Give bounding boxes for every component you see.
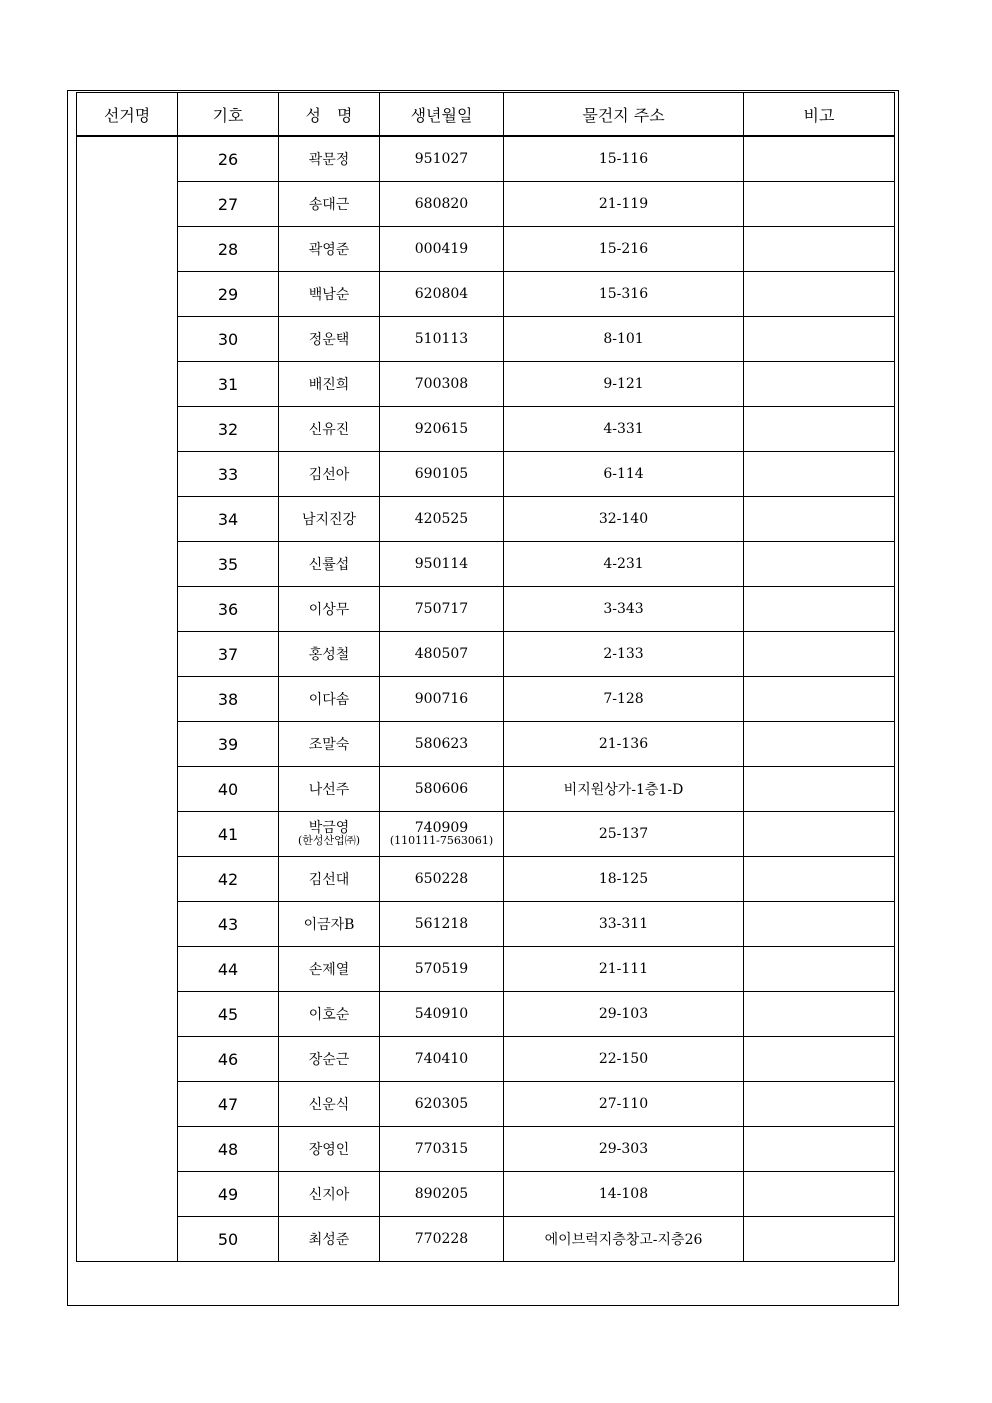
name-cell bbox=[279, 812, 380, 857]
birth-cell: 770228 bbox=[380, 1217, 504, 1262]
table-row bbox=[77, 947, 895, 992]
number-cell: 35 bbox=[178, 542, 279, 587]
note-cell bbox=[744, 182, 895, 227]
name-cell: 김선아 bbox=[279, 452, 380, 497]
number-cell: 36 bbox=[178, 587, 279, 632]
table-row bbox=[77, 587, 895, 632]
birth-cell: 570519 bbox=[380, 947, 504, 992]
address-cell: 15-316 bbox=[504, 272, 744, 317]
name-cell: 백남순 bbox=[279, 272, 380, 317]
note-cell bbox=[744, 722, 895, 767]
number-cell: 27 bbox=[178, 182, 279, 227]
name-cell: 김선대 bbox=[279, 857, 380, 902]
name-cell: 신률섭 bbox=[279, 542, 380, 587]
note-cell bbox=[744, 136, 895, 182]
table-row bbox=[77, 812, 895, 857]
header-address: 물건지 주소 bbox=[504, 93, 744, 137]
note-cell bbox=[744, 857, 895, 902]
table-row bbox=[77, 542, 895, 587]
birth-cell: 510113 bbox=[380, 317, 504, 362]
birth-cell bbox=[380, 812, 504, 857]
address-cell: 33-311 bbox=[504, 902, 744, 947]
table-row bbox=[77, 182, 895, 227]
table-row bbox=[77, 272, 895, 317]
table-row bbox=[77, 407, 895, 452]
number-cell: 31 bbox=[178, 362, 279, 407]
note-cell bbox=[744, 632, 895, 677]
number-cell: 26 bbox=[178, 136, 279, 182]
name-cell: 이금자B bbox=[279, 902, 380, 947]
birth-cell: 620305 bbox=[380, 1082, 504, 1127]
table-row bbox=[77, 1172, 895, 1217]
address-cell: 27-110 bbox=[504, 1082, 744, 1127]
number-cell: 30 bbox=[178, 317, 279, 362]
header-birth: 생년월일 bbox=[380, 93, 504, 137]
birth-cell: 580623 bbox=[380, 722, 504, 767]
table-row bbox=[77, 1217, 895, 1262]
table-row bbox=[77, 362, 895, 407]
address-cell: 21-136 bbox=[504, 722, 744, 767]
table-row bbox=[77, 1082, 895, 1127]
number-cell: 48 bbox=[178, 1127, 279, 1172]
address-cell: 4-331 bbox=[504, 407, 744, 452]
table-row bbox=[77, 632, 895, 677]
number-cell: 44 bbox=[178, 947, 279, 992]
table-row bbox=[77, 1037, 895, 1082]
birth-cell: 920615 bbox=[380, 407, 504, 452]
table-row bbox=[77, 722, 895, 767]
number-cell: 46 bbox=[178, 1037, 279, 1082]
number-cell: 37 bbox=[178, 632, 279, 677]
address-cell: 21-111 bbox=[504, 947, 744, 992]
table-row bbox=[77, 857, 895, 902]
address-cell: 14-108 bbox=[504, 1172, 744, 1217]
note-cell bbox=[744, 497, 895, 542]
address-cell: 21-119 bbox=[504, 182, 744, 227]
address-cell: 4-231 bbox=[504, 542, 744, 587]
birth-cell: 561218 bbox=[380, 902, 504, 947]
number-cell: 40 bbox=[178, 767, 279, 812]
address-cell: 25-137 bbox=[504, 812, 744, 857]
note-cell bbox=[744, 407, 895, 452]
address-cell: 15-116 bbox=[504, 136, 744, 182]
address-cell: 8-101 bbox=[504, 317, 744, 362]
table-row bbox=[77, 992, 895, 1037]
number-cell: 49 bbox=[178, 1172, 279, 1217]
address-cell: 6-114 bbox=[504, 452, 744, 497]
birth-cell: 951027 bbox=[380, 136, 504, 182]
address-cell: 2-133 bbox=[504, 632, 744, 677]
table-row bbox=[77, 317, 895, 362]
name-cell: 손제열 bbox=[279, 947, 380, 992]
name-cell: 신지아 bbox=[279, 1172, 380, 1217]
note-cell bbox=[744, 1127, 895, 1172]
birth-cell: 740410 bbox=[380, 1037, 504, 1082]
name-cell: 조말숙 bbox=[279, 722, 380, 767]
name-company: (한성산업㈜) bbox=[297, 834, 361, 847]
name-cell: 곽문정 bbox=[279, 136, 380, 182]
note-cell bbox=[744, 542, 895, 587]
note-cell bbox=[744, 677, 895, 722]
birth-cell: 770315 bbox=[380, 1127, 504, 1172]
name-cell: 최성준 bbox=[279, 1217, 380, 1262]
birth-cell: 950114 bbox=[380, 542, 504, 587]
name-cell: 정운택 bbox=[279, 317, 380, 362]
header-name: 성 명 bbox=[279, 93, 380, 137]
table-row bbox=[77, 767, 895, 812]
note-cell bbox=[744, 317, 895, 362]
name-cell: 홍성철 bbox=[279, 632, 380, 677]
table-row bbox=[77, 497, 895, 542]
birth-cell: 650228 bbox=[380, 857, 504, 902]
number-cell: 45 bbox=[178, 992, 279, 1037]
table-row bbox=[77, 452, 895, 497]
address-cell: 7-128 bbox=[504, 677, 744, 722]
note-cell bbox=[744, 587, 895, 632]
number-cell: 42 bbox=[178, 857, 279, 902]
address-cell: 18-125 bbox=[504, 857, 744, 902]
table-row bbox=[77, 902, 895, 947]
birth-cell: 480507 bbox=[380, 632, 504, 677]
birth-cell: 890205 bbox=[380, 1172, 504, 1217]
birth-cell: 580606 bbox=[380, 767, 504, 812]
header-election: 선거명 bbox=[77, 93, 178, 137]
table-header-row bbox=[77, 93, 895, 137]
registration-number: (110111-7563061) bbox=[389, 834, 494, 847]
election-name-cell bbox=[77, 136, 178, 1262]
birth-primary: 740909 bbox=[414, 820, 469, 836]
address-cell: 32-140 bbox=[504, 497, 744, 542]
note-cell bbox=[744, 902, 895, 947]
note-cell bbox=[744, 1082, 895, 1127]
note-cell bbox=[744, 767, 895, 812]
name-cell: 장순근 bbox=[279, 1037, 380, 1082]
note-cell bbox=[744, 227, 895, 272]
birth-cell: 680820 bbox=[380, 182, 504, 227]
name-cell: 배진희 bbox=[279, 362, 380, 407]
name-cell: 남지진강 bbox=[279, 497, 380, 542]
address-cell: 비지원상가-1층1-D bbox=[504, 767, 744, 812]
birth-cell: 540910 bbox=[380, 992, 504, 1037]
number-cell: 29 bbox=[178, 272, 279, 317]
name-cell: 장영인 bbox=[279, 1127, 380, 1172]
name-cell: 이상무 bbox=[279, 587, 380, 632]
number-cell: 34 bbox=[178, 497, 279, 542]
birth-cell: 420525 bbox=[380, 497, 504, 542]
number-cell: 41 bbox=[178, 812, 279, 857]
address-cell: 22-150 bbox=[504, 1037, 744, 1082]
number-cell: 39 bbox=[178, 722, 279, 767]
birth-cell: 000419 bbox=[380, 227, 504, 272]
table-row bbox=[77, 1127, 895, 1172]
note-cell bbox=[744, 452, 895, 497]
name-cell: 신유진 bbox=[279, 407, 380, 452]
note-cell bbox=[744, 272, 895, 317]
header-note: 비고 bbox=[744, 93, 895, 137]
address-cell: 에이브럭지층창고-지층26 bbox=[504, 1217, 744, 1262]
birth-cell: 620804 bbox=[380, 272, 504, 317]
name-cell: 송대근 bbox=[279, 182, 380, 227]
number-cell: 38 bbox=[178, 677, 279, 722]
name-cell: 곽영준 bbox=[279, 227, 380, 272]
note-cell bbox=[744, 1037, 895, 1082]
birth-cell: 690105 bbox=[380, 452, 504, 497]
birth-cell: 750717 bbox=[380, 587, 504, 632]
table-row bbox=[77, 227, 895, 272]
address-cell: 29-103 bbox=[504, 992, 744, 1037]
number-cell: 33 bbox=[178, 452, 279, 497]
name-cell: 이호순 bbox=[279, 992, 380, 1037]
number-cell: 47 bbox=[178, 1082, 279, 1127]
name-primary: 박금영 bbox=[308, 820, 350, 836]
note-cell bbox=[744, 1172, 895, 1217]
note-cell bbox=[744, 947, 895, 992]
note-cell bbox=[744, 812, 895, 857]
address-cell: 15-216 bbox=[504, 227, 744, 272]
note-cell bbox=[744, 1217, 895, 1262]
note-cell bbox=[744, 362, 895, 407]
address-cell: 29-303 bbox=[504, 1127, 744, 1172]
birth-cell: 900716 bbox=[380, 677, 504, 722]
number-cell: 50 bbox=[178, 1217, 279, 1262]
header-number: 기호 bbox=[178, 93, 279, 137]
number-cell: 43 bbox=[178, 902, 279, 947]
note-cell bbox=[744, 992, 895, 1037]
number-cell: 28 bbox=[178, 227, 279, 272]
address-cell: 9-121 bbox=[504, 362, 744, 407]
name-cell: 나선주 bbox=[279, 767, 380, 812]
birth-cell: 700308 bbox=[380, 362, 504, 407]
name-cell: 신운식 bbox=[279, 1082, 380, 1127]
name-cell: 이다솜 bbox=[279, 677, 380, 722]
candidate-table bbox=[76, 92, 895, 1262]
address-cell: 3-343 bbox=[504, 587, 744, 632]
number-cell: 32 bbox=[178, 407, 279, 452]
table-row bbox=[77, 677, 895, 722]
table-row bbox=[77, 136, 895, 182]
